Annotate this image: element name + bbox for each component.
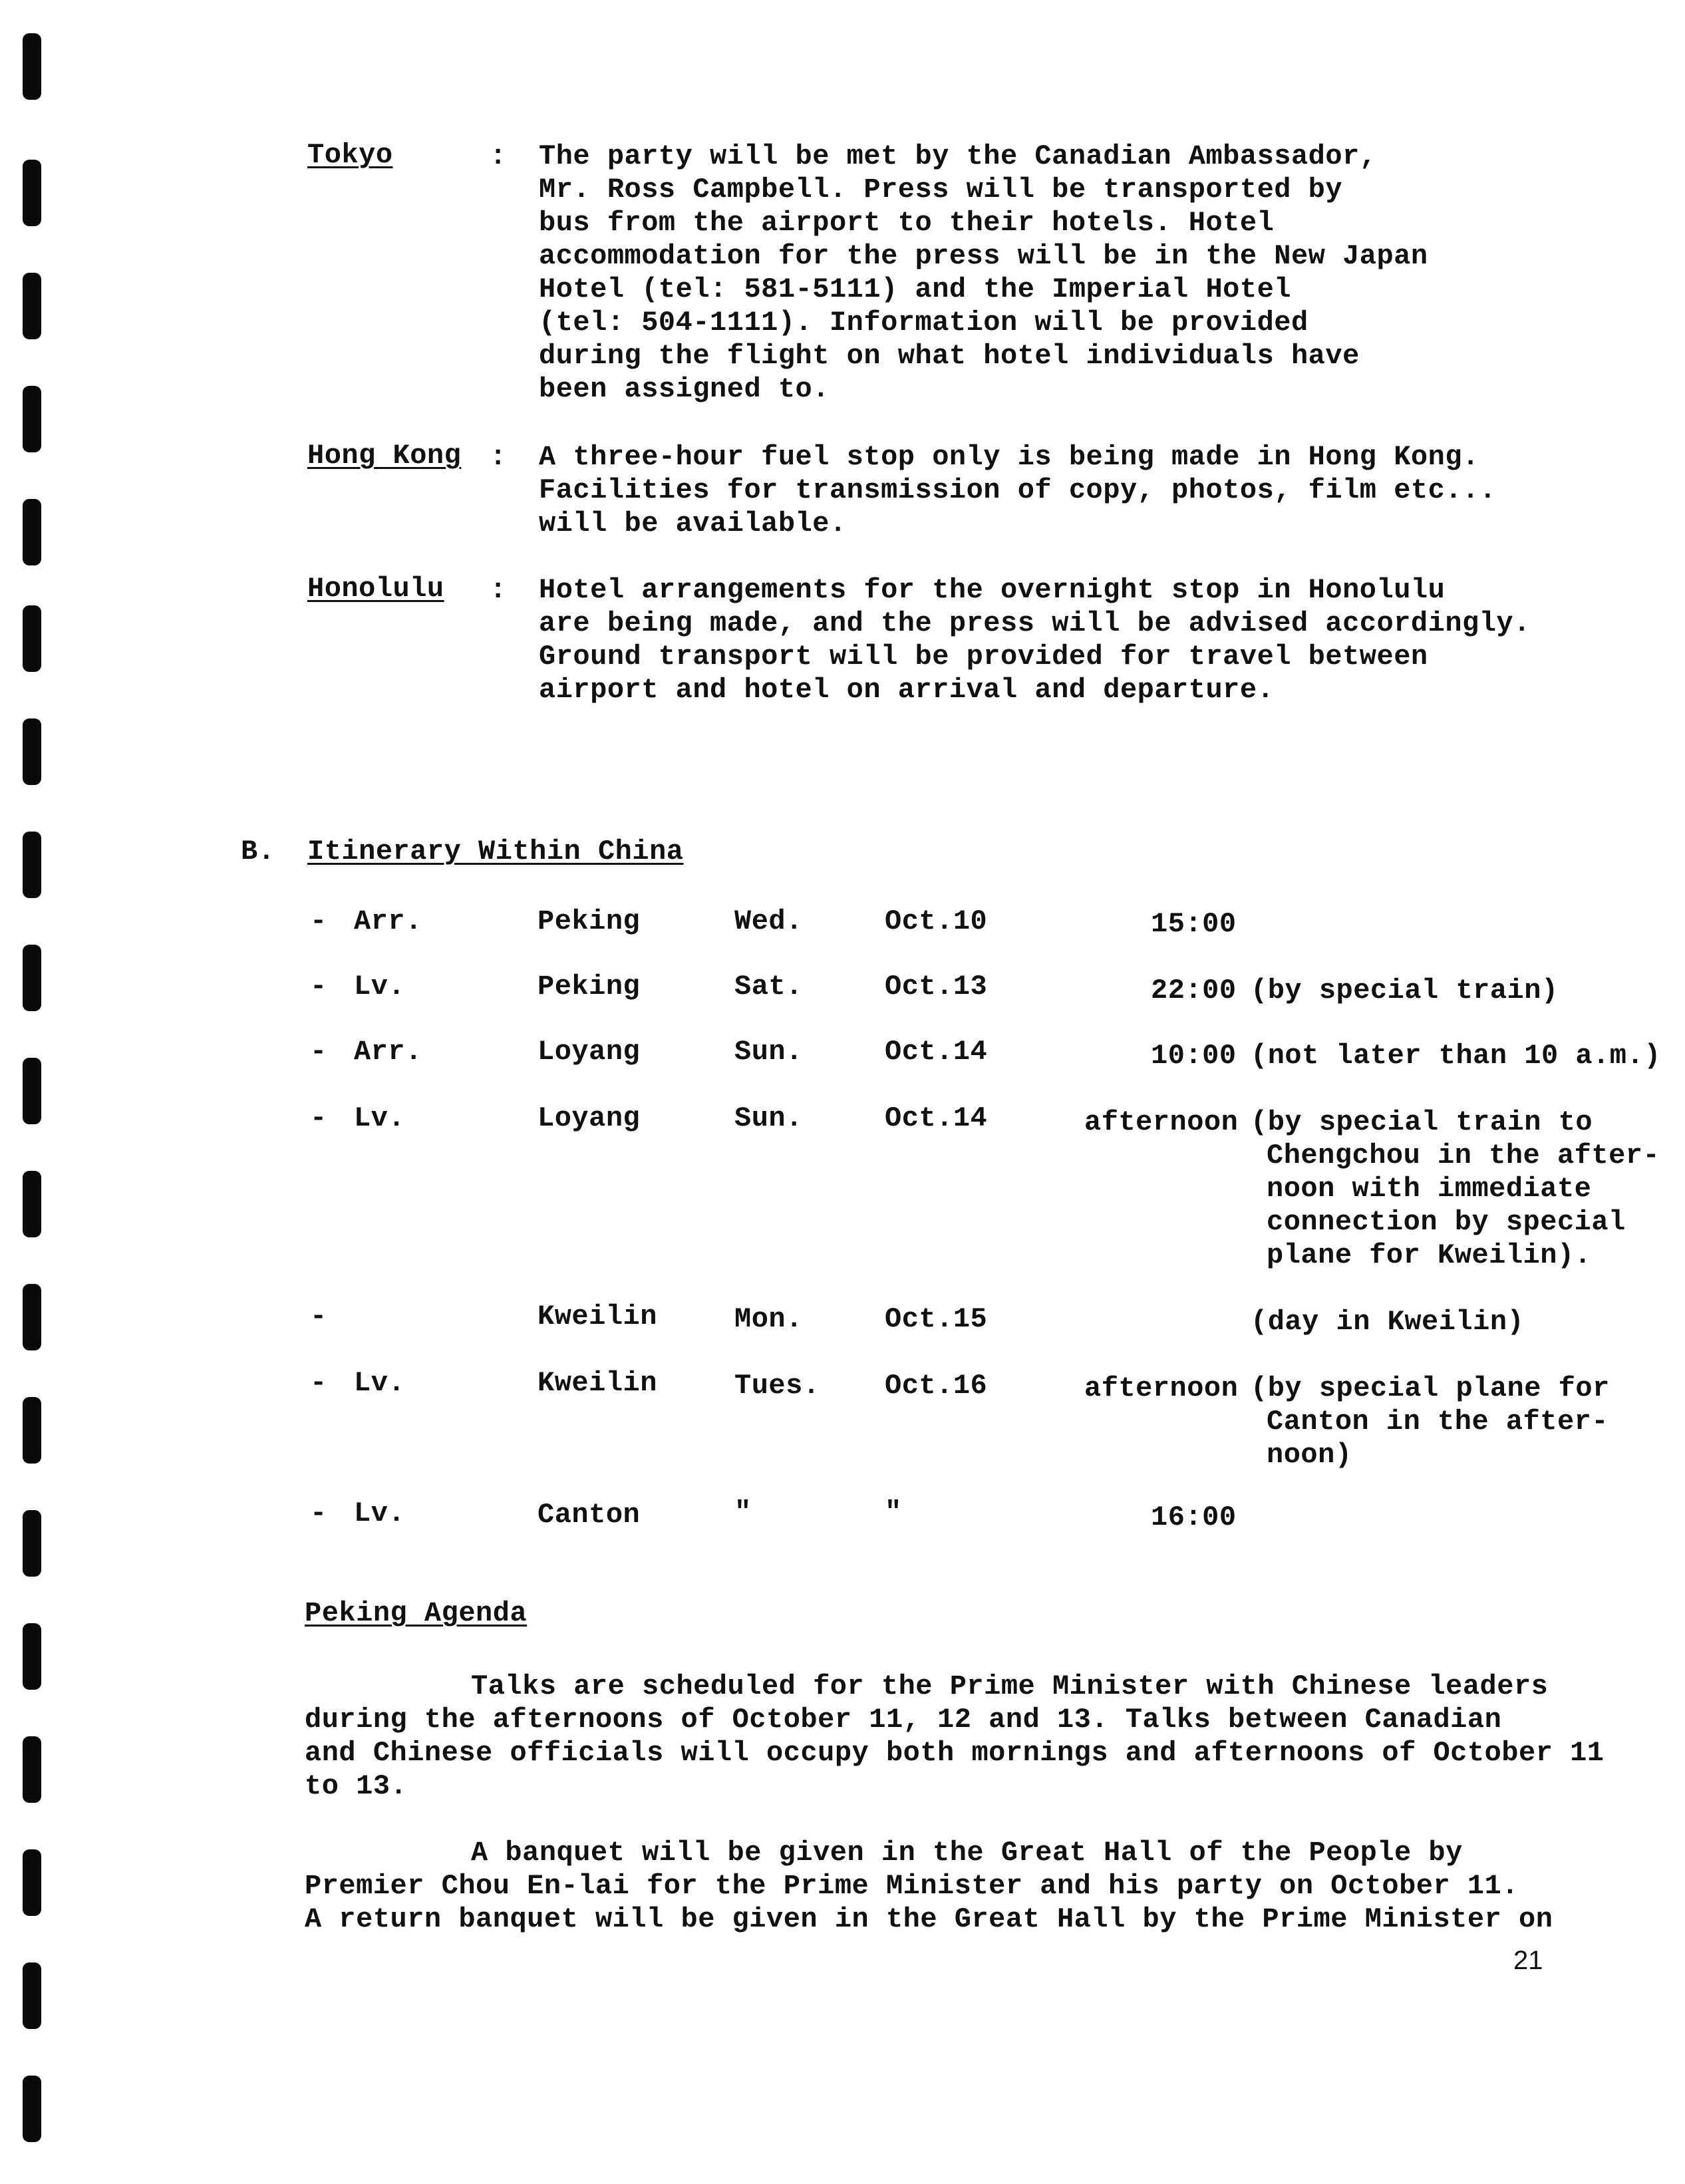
binding-holes	[23, 0, 43, 2184]
row-note-line: Canton in the after-	[1267, 1406, 1609, 1438]
agenda-paragraph-1	[305, 1670, 1605, 1803]
row-note	[1251, 1372, 1610, 1472]
row-time: 10:00	[1151, 1040, 1237, 1072]
row-date: Oct.14	[885, 1102, 988, 1134]
honolulu-line: Ground transport will be provided for travel between	[539, 641, 1428, 673]
paragraph-line: to 13.	[305, 1770, 408, 1802]
hong-kong-colon: :	[490, 441, 507, 473]
row-time: 16:00	[1151, 1501, 1237, 1533]
hong-kong-line: A three-hour fuel stop only is being made in Hong Kong.	[539, 441, 1479, 473]
binding-hole	[23, 33, 41, 100]
peking-agenda-heading: Peking Agenda	[305, 1597, 528, 1629]
tokyo-line: Hotel (tel: 581-5111) and the Imperial Hotel	[539, 273, 1291, 305]
row-city: Loyang	[537, 1036, 641, 1068]
row-note-line: Chengchou in the after-	[1267, 1140, 1660, 1171]
paragraph-line: A return banquet will be given in the Great Hall by the Prime Minister on	[305, 1903, 1553, 1935]
row-date: Oct.14	[885, 1036, 988, 1068]
row-city: Canton	[537, 1499, 641, 1531]
row-city: Kweilin	[537, 1367, 657, 1399]
row-note	[1251, 1106, 1660, 1272]
hong-kong-heading: Hong Kong	[307, 440, 462, 472]
row-dash: -	[310, 1367, 327, 1399]
row-city: Loyang	[537, 1102, 641, 1134]
tokyo-heading: Tokyo	[307, 139, 393, 171]
row-note	[1251, 1305, 1524, 1338]
honolulu-line: airport and hotel on arrival and departure.	[539, 674, 1275, 706]
binding-hole	[23, 1849, 41, 1916]
binding-hole	[23, 1623, 41, 1690]
honolulu-colon: :	[490, 574, 507, 606]
binding-hole	[23, 273, 41, 339]
row-city: Peking	[537, 905, 641, 937]
row-note-line: connection by special	[1267, 1206, 1626, 1238]
tokyo-colon: :	[490, 140, 507, 172]
binding-hole	[23, 1962, 41, 2029]
binding-hole	[23, 1171, 41, 1237]
hong-kong-line: will be available.	[539, 508, 847, 540]
binding-hole	[23, 605, 41, 672]
binding-hole	[23, 1397, 41, 1464]
row-action: Lv.	[354, 1497, 406, 1529]
honolulu-line: are being made, and the press will be advised accordingly.	[539, 607, 1531, 639]
binding-hole	[23, 499, 41, 565]
hong-kong-line: Facilities for transmission of copy, photos, film etc...	[539, 474, 1497, 506]
row-date: Oct.16	[885, 1370, 988, 1402]
row-time: afternoon	[1084, 1372, 1239, 1404]
tokyo-line: Mr. Ross Campbell. Press will be transported by	[539, 174, 1343, 206]
row-action: Arr.	[354, 1036, 422, 1068]
tokyo-line: accommodation for the press will be in the New Japan	[539, 240, 1428, 272]
row-action: Lv.	[354, 1367, 406, 1399]
row-city: Peking	[537, 971, 641, 1003]
paragraph-line: A banquet will be given in the Great Hall of the People by	[471, 1837, 1463, 1869]
agenda-paragraph-2	[305, 1836, 1569, 1936]
paragraph-line: and Chinese officials will occupy both mornings and afternoons of October 11	[305, 1737, 1605, 1769]
binding-hole	[23, 160, 41, 226]
row-date: Oct.10	[885, 905, 988, 937]
row-note-line: (not later than 10 a.m.)	[1251, 1040, 1661, 1072]
row-day: Mon.	[734, 1303, 803, 1335]
tokyo-notes	[539, 140, 1428, 406]
binding-hole	[23, 718, 41, 785]
row-note-line: plane for Kweilin).	[1267, 1239, 1592, 1271]
row-dash: -	[310, 1497, 327, 1529]
binding-hole	[23, 1736, 41, 1803]
paragraph-line: Talks are scheduled for the Prime Minister with Chinese leaders	[471, 1670, 1549, 1702]
itinerary-heading: Itinerary Within China	[307, 836, 684, 867]
row-note-line: (by special train to	[1251, 1106, 1593, 1138]
row-day: Sun.	[734, 1102, 803, 1134]
row-note-line: (day in Kweilin)	[1251, 1306, 1525, 1338]
honolulu-heading: Honolulu	[307, 573, 444, 605]
row-date: Oct.15	[885, 1303, 988, 1335]
row-action: Lv.	[354, 971, 406, 1003]
row-dash: -	[310, 1301, 327, 1332]
row-date: Oct.13	[885, 971, 988, 1003]
binding-hole	[23, 1284, 41, 1350]
tokyo-line: The party will be met by the Canadian Ambassador,	[539, 140, 1377, 172]
row-note	[1251, 1039, 1661, 1072]
row-time: 15:00	[1151, 908, 1237, 940]
hong-kong-notes	[539, 440, 1496, 540]
binding-hole	[23, 386, 41, 452]
row-date: "	[885, 1496, 902, 1528]
row-time: 22:00	[1151, 975, 1237, 1007]
row-day: Tues.	[734, 1370, 820, 1402]
row-time: afternoon	[1084, 1106, 1239, 1138]
honolulu-notes	[539, 573, 1531, 706]
page-number: 21	[1513, 1946, 1543, 1975]
row-day: Sat.	[734, 971, 803, 1003]
row-day: "	[734, 1496, 752, 1528]
section-letter: B.	[241, 836, 275, 867]
row-dash: -	[310, 971, 327, 1003]
row-action: Lv.	[354, 1102, 406, 1134]
row-day: Wed.	[734, 905, 803, 937]
row-dash: -	[310, 1102, 327, 1134]
row-note-line: noon)	[1267, 1439, 1352, 1471]
row-dash: -	[310, 1036, 327, 1068]
binding-hole	[23, 832, 41, 898]
paragraph-line: Premier Chou En-lai for the Prime Minister and his party on October 11.	[305, 1870, 1519, 1902]
binding-hole	[23, 2076, 41, 2142]
row-dash: -	[310, 905, 327, 937]
binding-hole	[23, 1058, 41, 1124]
row-note	[1251, 974, 1559, 1007]
row-city: Kweilin	[537, 1301, 657, 1332]
tokyo-line: bus from the airport to their hotels. Hotel	[539, 207, 1275, 239]
honolulu-line: Hotel arrangements for the overnight stop in Honolulu	[539, 574, 1446, 606]
row-day: Sun.	[734, 1036, 803, 1068]
row-action: Arr.	[354, 905, 422, 937]
tokyo-line: (tel: 504-1111). Information will be provided	[539, 307, 1308, 339]
binding-hole	[23, 1510, 41, 1577]
row-note-line: (by special plane for	[1251, 1372, 1610, 1404]
tokyo-line: been assigned to.	[539, 373, 830, 405]
row-note-line: noon with immediate	[1267, 1173, 1592, 1205]
binding-hole	[23, 945, 41, 1011]
paragraph-line: during the afternoons of October 11, 12 and 13. Talks between Canadian	[305, 1704, 1502, 1736]
row-note-line: (by special train)	[1251, 975, 1559, 1007]
tokyo-line: during the flight on what hotel individuals have	[539, 340, 1360, 372]
